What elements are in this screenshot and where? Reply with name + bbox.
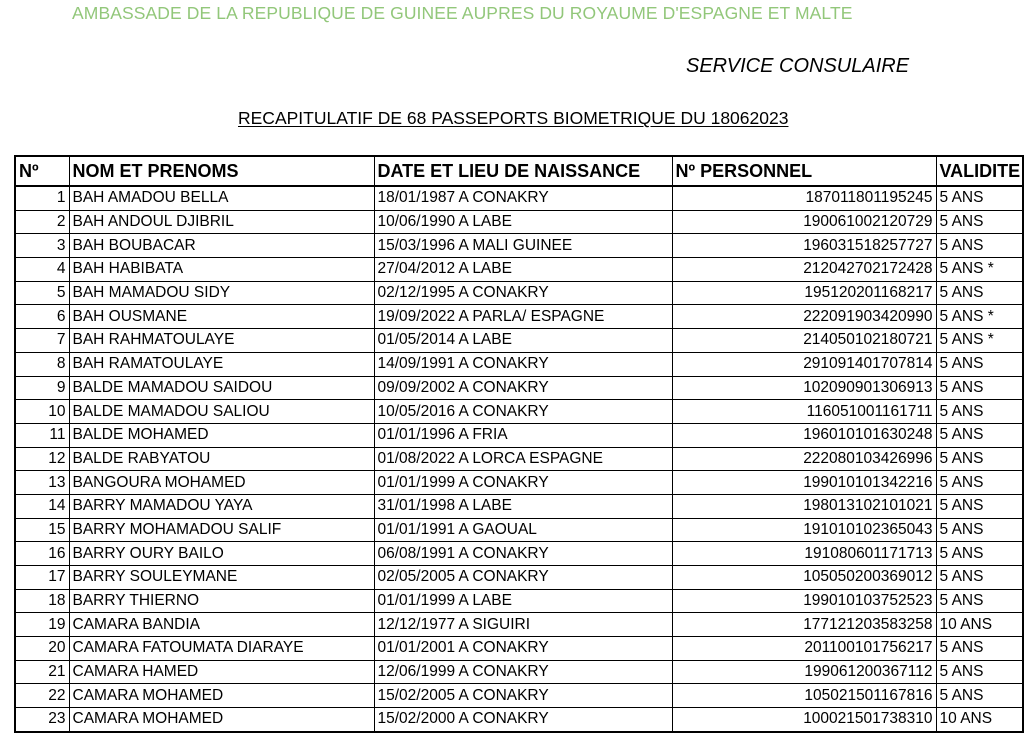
cell-birth: 06/08/1991 A CONAKRY — [374, 542, 672, 566]
table-row — [15, 471, 1023, 495]
cell-name: CAMARA BANDIA — [69, 613, 374, 637]
cell-birth: 01/05/2014 A LABE — [374, 329, 672, 353]
cell-name: BANGOURA MOHAMED — [69, 471, 374, 495]
cell-birth: 02/05/2005 A CONAKRY — [374, 566, 672, 590]
cell-personal-number: 199010103752523 — [672, 589, 936, 613]
cell-personal-number: 199010101342216 — [672, 471, 936, 495]
cell-personal-number: 222091903420990 — [672, 305, 936, 329]
table-row — [15, 660, 1023, 684]
cell-birth: 15/02/2000 A CONAKRY — [374, 708, 672, 732]
cell-number: 7 — [15, 329, 69, 353]
table-row — [15, 400, 1023, 424]
cell-number: 2 — [15, 210, 69, 234]
cell-validity: 5 ANS — [936, 542, 1023, 566]
cell-number: 16 — [15, 542, 69, 566]
table-row — [15, 423, 1023, 447]
cell-number: 3 — [15, 234, 69, 258]
cell-personal-number: 105021501167816 — [672, 684, 936, 708]
table-row — [15, 589, 1023, 613]
cell-number: 10 — [15, 400, 69, 424]
cell-name: BARRY MOHAMADOU SALIF — [69, 518, 374, 542]
table-row — [15, 305, 1023, 329]
cell-validity: 5 ANS — [936, 447, 1023, 471]
cell-name: BAH AMADOU BELLA — [69, 186, 374, 210]
cell-name: BALDE MAMADOU SAIDOU — [69, 376, 374, 400]
cell-name: BARRY THIERNO — [69, 589, 374, 613]
cell-birth: 15/02/2005 A CONAKRY — [374, 684, 672, 708]
cell-name: CAMARA MOHAMED — [69, 708, 374, 732]
cell-validity: 5 ANS — [936, 637, 1023, 661]
cell-name: BAH MAMADOU SIDY — [69, 281, 374, 305]
table-row — [15, 708, 1023, 732]
cell-personal-number: 191080601171713 — [672, 542, 936, 566]
table-row — [15, 329, 1023, 353]
col-header-number: Nº — [15, 156, 69, 186]
cell-personal-number: 102090901306913 — [672, 376, 936, 400]
table-row — [15, 352, 1023, 376]
cell-personal-number: 187011801195245 — [672, 186, 936, 210]
cell-validity: 5 ANS — [936, 566, 1023, 590]
table-row — [15, 281, 1023, 305]
cell-validity: 5 ANS — [936, 471, 1023, 495]
cell-validity: 5 ANS — [936, 494, 1023, 518]
cell-birth: 09/09/2002 A CONAKRY — [374, 376, 672, 400]
passports-table — [14, 155, 1024, 733]
table-row — [15, 518, 1023, 542]
cell-validity: 5 ANS — [936, 234, 1023, 258]
table-row — [15, 210, 1023, 234]
cell-validity: 5 ANS * — [936, 258, 1023, 282]
cell-birth: 10/06/1990 A LABE — [374, 210, 672, 234]
cell-name: CAMARA MOHAMED — [69, 684, 374, 708]
cell-number: 5 — [15, 281, 69, 305]
table-row — [15, 613, 1023, 637]
cell-number: 8 — [15, 352, 69, 376]
table-row — [15, 447, 1023, 471]
cell-validity: 5 ANS — [936, 186, 1023, 210]
table-row — [15, 376, 1023, 400]
table-header — [15, 156, 1023, 186]
cell-validity: 5 ANS * — [936, 329, 1023, 353]
cell-birth: 12/12/1977 A SIGUIRI — [374, 613, 672, 637]
cell-personal-number: 196031518257727 — [672, 234, 936, 258]
cell-name: CAMARA HAMED — [69, 660, 374, 684]
cell-birth: 01/01/1996 A FRIA — [374, 423, 672, 447]
cell-number: 15 — [15, 518, 69, 542]
cell-personal-number: 201100101756217 — [672, 637, 936, 661]
table-row — [15, 684, 1023, 708]
cell-number: 23 — [15, 708, 69, 732]
cell-personal-number: 198013102101021 — [672, 494, 936, 518]
cell-personal-number: 291091401707814 — [672, 352, 936, 376]
cell-personal-number: 190061002120729 — [672, 210, 936, 234]
recap-title: RECAPITULATIF DE 68 PASSEPORTS BIOMETRIQUE DU 18062023 — [238, 108, 789, 128]
cell-personal-number: 105050200369012 — [672, 566, 936, 590]
cell-name: BALDE RABYATOU — [69, 447, 374, 471]
cell-birth: 01/08/2022 A LORCA ESPAGNE — [374, 447, 672, 471]
col-header-validity: VALIDITE — [936, 156, 1023, 186]
table-row — [15, 566, 1023, 590]
cell-validity: 5 ANS — [936, 423, 1023, 447]
cell-personal-number: 116051001161711 — [672, 400, 936, 424]
col-header-personal-number: Nº PERSONNEL — [672, 156, 936, 186]
cell-name: BAH BOUBACAR — [69, 234, 374, 258]
service-title: SERVICE CONSULAIRE — [686, 55, 910, 77]
cell-number: 18 — [15, 589, 69, 613]
cell-name: BARRY MAMADOU YAYA — [69, 494, 374, 518]
cell-name: BAH HABIBATA — [69, 258, 374, 282]
cell-birth: 27/04/2012 A LABE — [374, 258, 672, 282]
table-row — [15, 494, 1023, 518]
cell-birth: 10/05/2016 A CONAKRY — [374, 400, 672, 424]
cell-name: BARRY SOULEYMANE — [69, 566, 374, 590]
cell-birth: 14/09/1991 A CONAKRY — [374, 352, 672, 376]
cell-personal-number: 199061200367112 — [672, 660, 936, 684]
col-header-name: NOM ET PRENOMS — [69, 156, 374, 186]
cell-name: BAH RAMATOULAYE — [69, 352, 374, 376]
cell-birth: 01/01/1991 A GAOUAL — [374, 518, 672, 542]
cell-number: 6 — [15, 305, 69, 329]
header-row — [15, 156, 1023, 186]
cell-name: BAH RAHMATOULAYE — [69, 329, 374, 353]
cell-number: 1 — [15, 186, 69, 210]
table-row — [15, 186, 1023, 210]
cell-validity: 5 ANS — [936, 352, 1023, 376]
cell-name: CAMARA FATOUMATA DIARAYE — [69, 637, 374, 661]
cell-name: BAH OUSMANE — [69, 305, 374, 329]
cell-birth: 18/01/1987 A CONAKRY — [374, 186, 672, 210]
cell-validity: 5 ANS — [936, 518, 1023, 542]
cell-number: 9 — [15, 376, 69, 400]
cell-birth: 02/12/1995 A CONAKRY — [374, 281, 672, 305]
table-row — [15, 637, 1023, 661]
cell-validity: 5 ANS — [936, 660, 1023, 684]
cell-name: BALDE MOHAMED — [69, 423, 374, 447]
cell-personal-number: 191010102365043 — [672, 518, 936, 542]
cell-birth: 15/03/1996 A MALI GUINEE — [374, 234, 672, 258]
table-row — [15, 234, 1023, 258]
cell-birth: 01/01/1999 A LABE — [374, 589, 672, 613]
cell-birth: 12/06/1999 A CONAKRY — [374, 660, 672, 684]
cell-birth: 19/09/2022 A PARLA/ ESPAGNE — [374, 305, 672, 329]
cell-name: BALDE MAMADOU SALIOU — [69, 400, 374, 424]
cell-personal-number: 212042702172428 — [672, 258, 936, 282]
cell-validity: 10 ANS — [936, 613, 1023, 637]
cell-birth: 01/01/2001 A CONAKRY — [374, 637, 672, 661]
cell-validity: 10 ANS — [936, 708, 1023, 732]
cell-personal-number: 100021501738310 — [672, 708, 936, 732]
cell-number: 20 — [15, 637, 69, 661]
cell-validity: 5 ANS — [936, 589, 1023, 613]
cell-validity: 5 ANS — [936, 684, 1023, 708]
cell-name: BAH ANDOUL DJIBRIL — [69, 210, 374, 234]
table-body — [15, 186, 1023, 732]
cell-validity: 5 ANS — [936, 210, 1023, 234]
cell-number: 22 — [15, 684, 69, 708]
cell-number: 14 — [15, 494, 69, 518]
cell-validity: 5 ANS — [936, 376, 1023, 400]
cell-personal-number: 222080103426996 — [672, 447, 936, 471]
table-row — [15, 542, 1023, 566]
cell-birth: 01/01/1999 A CONAKRY — [374, 471, 672, 495]
cell-number: 21 — [15, 660, 69, 684]
table-row — [15, 258, 1023, 282]
col-header-birth: DATE ET LIEU DE NAISSANCE — [374, 156, 672, 186]
cell-validity: 5 ANS — [936, 281, 1023, 305]
cell-number: 17 — [15, 566, 69, 590]
embassy-title: AMBASSADE DE LA REPUBLIQUE DE GUINEE AUPRES DU ROYAUME D'ESPAGNE ET MALTE — [72, 3, 853, 23]
cell-personal-number: 214050102180721 — [672, 329, 936, 353]
cell-number: 11 — [15, 423, 69, 447]
cell-name: BARRY OURY BAILO — [69, 542, 374, 566]
cell-validity: 5 ANS — [936, 400, 1023, 424]
cell-number: 13 — [15, 471, 69, 495]
cell-personal-number: 177121203583258 — [672, 613, 936, 637]
cell-number: 4 — [15, 258, 69, 282]
cell-personal-number: 195120201168217 — [672, 281, 936, 305]
cell-number: 12 — [15, 447, 69, 471]
cell-number: 19 — [15, 613, 69, 637]
cell-personal-number: 196010101630248 — [672, 423, 936, 447]
cell-birth: 31/01/1998 A LABE — [374, 494, 672, 518]
cell-validity: 5 ANS * — [936, 305, 1023, 329]
